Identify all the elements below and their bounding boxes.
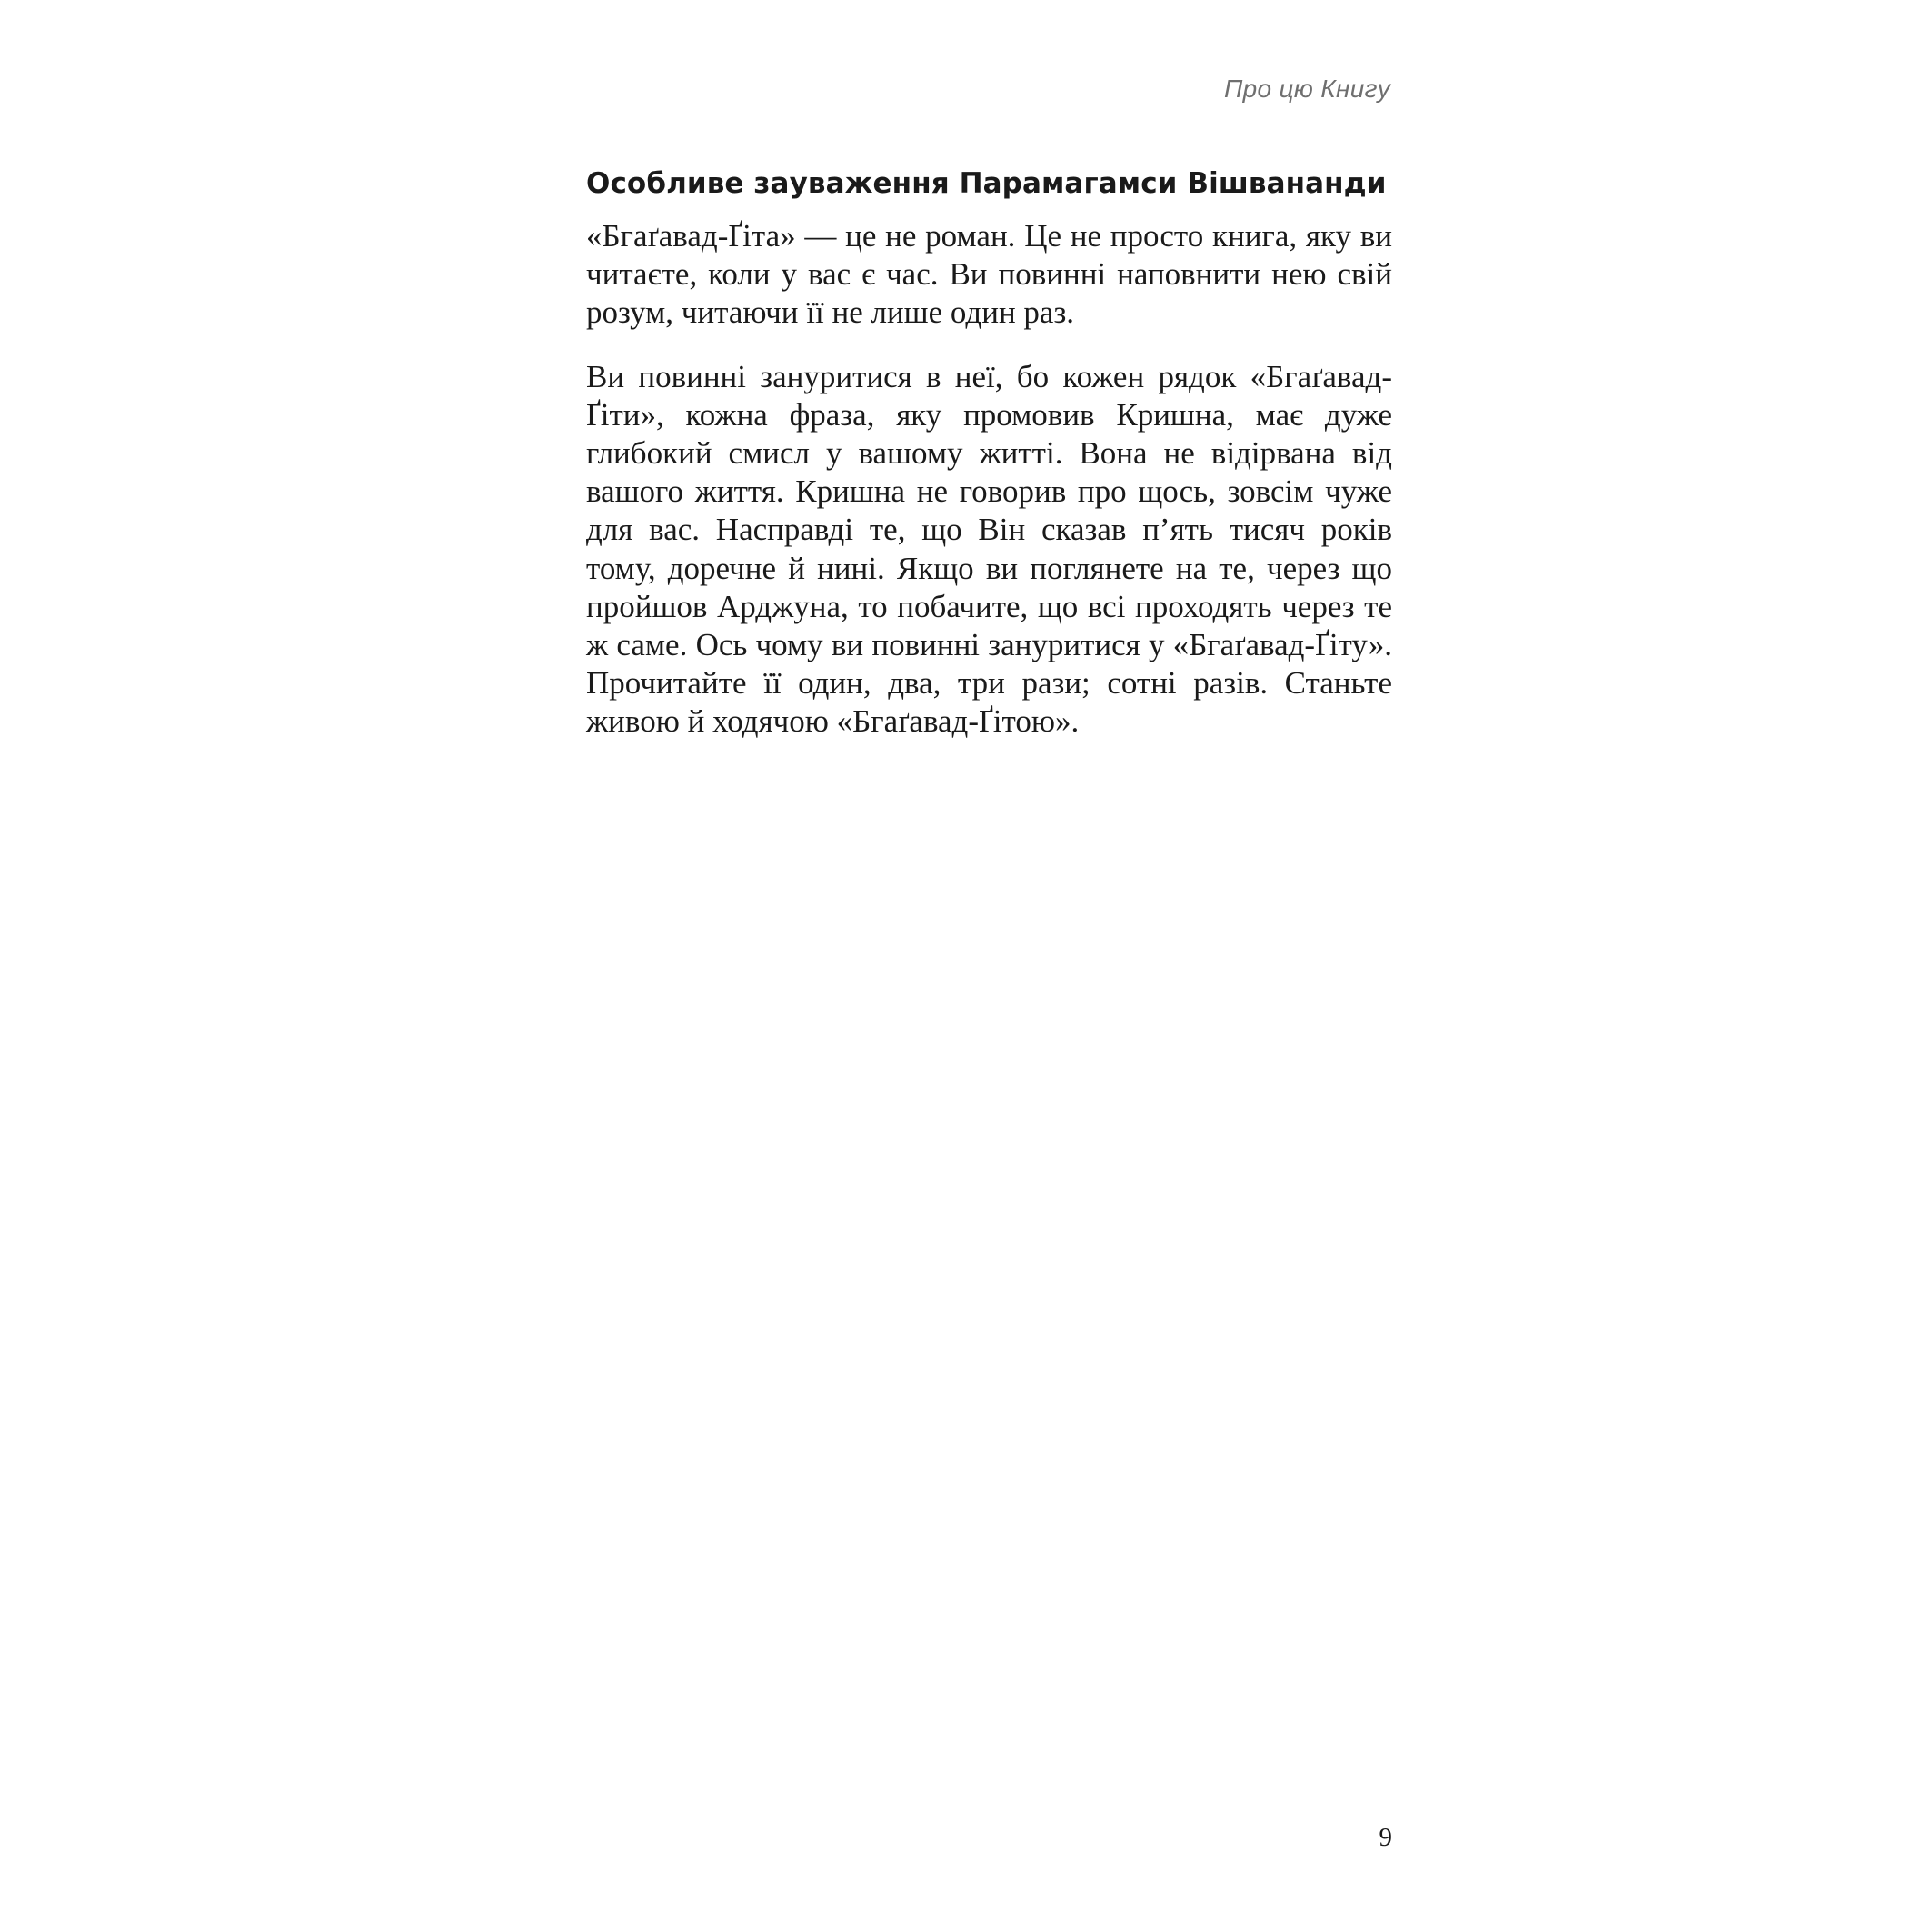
body-paragraph-1: «Бгаґавад-Ґіта» — це не роман. Це не просто книга, яку ви читаєте, коли у вас є час. Ви повинні наповнити нею свій розум, читаючи її не лише один раз. — [586, 218, 1392, 331]
running-header: Про цю Книгу — [1224, 75, 1390, 103]
page-number: 9 — [1379, 1823, 1392, 1852]
page-content — [586, 164, 1392, 767]
section-heading: Особливе зауваження Парамагамси Вішвананди — [586, 167, 1387, 200]
body-paragraph-2: Ви повинні зануритися в неї, бо кожен рядок «Бгаґавад-Ґіти», кожна фраза, яку промовив Кришна, має дуже глибокий смисл у вашому житті. Вона не відірвана від вашого життя. Кришна не говорив про щось, зовсім чуже для вас. Насправді те, що Він сказав п’ять тисяч років тому, доречне й нині. Якщо ви поглянете на те, через що пройшов Арджуна, то побачите, що всі проходять через те ж саме. Ось чому ви повинні зануритися у «Бгаґавад-Ґіту». Прочитайте її один, два, три рази; сотні разів. Станьте живою й ходячою «Бгаґавад-Ґітою». — [586, 358, 1392, 740]
